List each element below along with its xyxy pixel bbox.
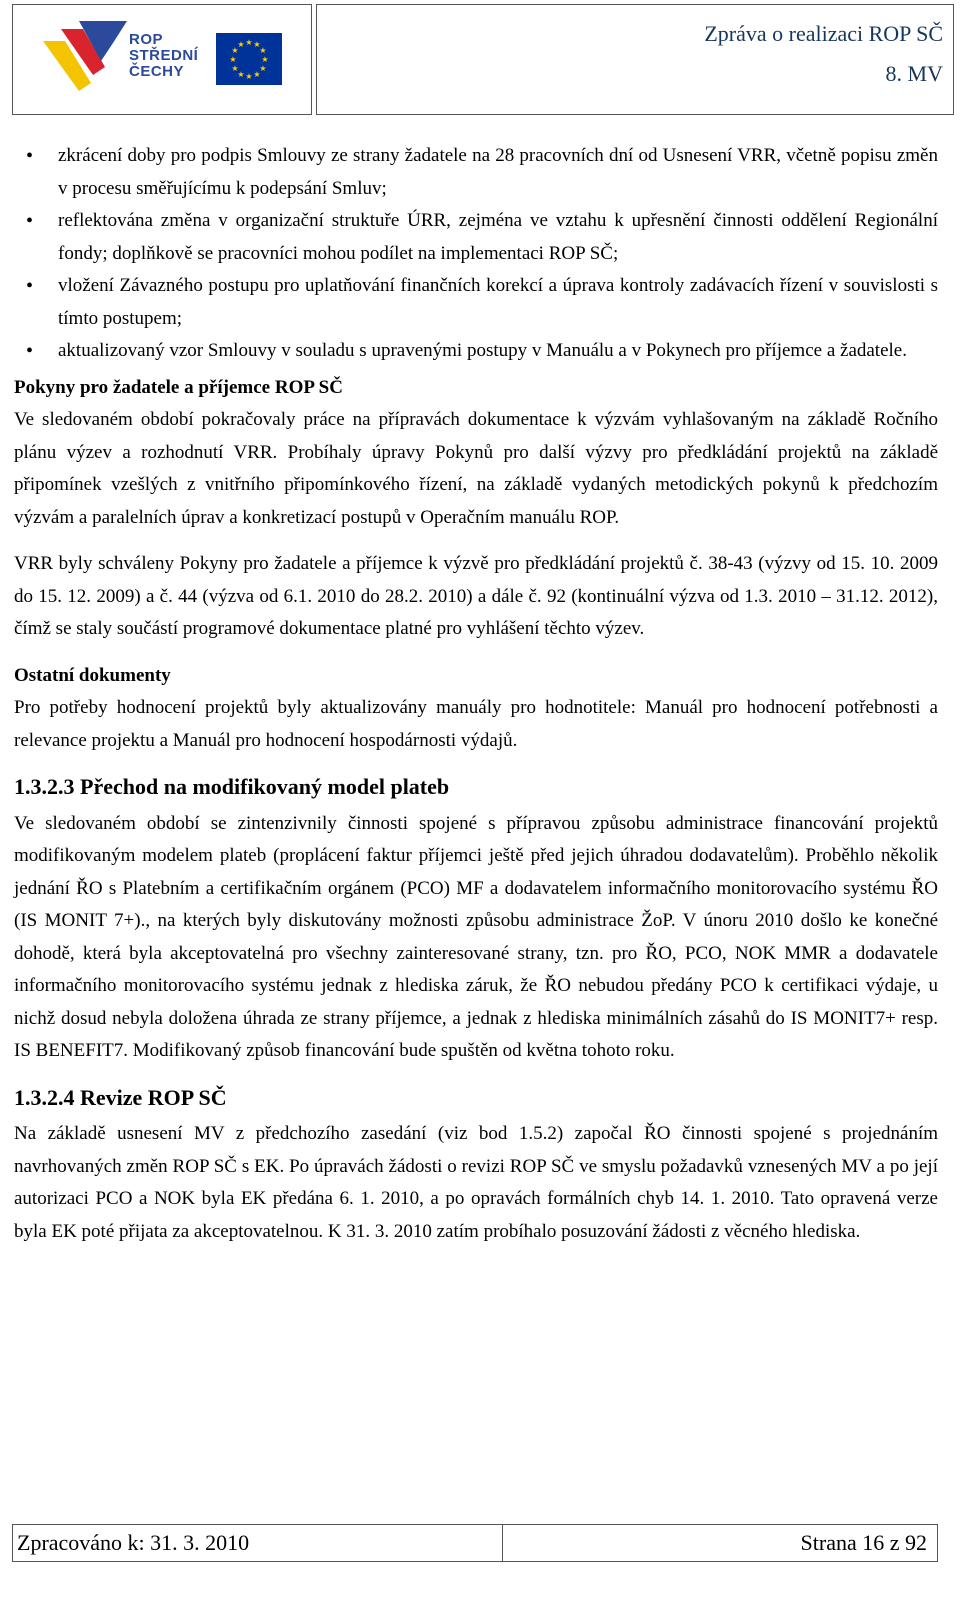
svg-text:★: ★ [253,40,261,49]
page-footer [12,1524,938,1562]
section-heading-ostatni: Ostatní dokumenty [14,664,171,686]
svg-text:★: ★ [259,64,267,73]
eu-flag-icon [216,33,282,85]
svg-text:★: ★ [245,38,253,47]
svg-text:★: ★ [237,40,245,49]
rop-logo-arrow-icon [43,21,127,91]
paragraph: Pro potřeby hodnocení projektů byly aktualizovány manuály pro hodnotitele: Manuál pro hodnocení potřebnosti a relevance projektu a Manuál pro hodnocení hospodárnosti výdajů. [14,697,938,751]
svg-text:★: ★ [261,55,269,64]
paragraph: Ve sledovaném období pokračovaly práce na přípravách dokumentace k výzvám vyhlašovaným na základě Ročního plánu výzev a rozhodnutí VRR. Probíhaly úpravy Pokynů pro další výzvy pro předkládání projektů na základě připomínek vzešlých z vnitřního připomínkového řízení, na základě vydaných metodických pokynů k předchozím výzvám a paralelních úprav a konkretizací postupů v Operačním manuálu ROP. [14,409,938,528]
paragraph: VRR byly schváleny Pokyny pro žadatele a příjemce k výzvě pro předkládání projektů č. 38-43 (výzvy od 15. 10. 2009 do 15. 12. 2009) a č. 44 (výzva od 6.1. 2010 do 28.2. 2010) a dále č. 92 (kontinuální výzva od 1.3. 2010 – 31.12. 2012), čímž se staly součástí programové dokumentace platné pro vyhlášení těchto výzev. [14,553,938,639]
svg-text:★: ★ [229,55,237,64]
logo-area [12,4,312,115]
page-number: Strana 16 z 92 [800,1530,927,1555]
section-heading-revize: 1.3.2.4 Revize ROP SČ [14,1084,227,1110]
paragraph: Na základě usnesení MV z předchozího zasedání (viz bod 1.5.2) započal ŘO činnosti spojené s projednáním navrhovaných změn ROP SČ s EK. Po úpravách žádosti o revizi ROP SČ ve smyslu požadavků vznesených MV a po její autorizaci PCO a NOK byla EK předána 6. 1. 2010, a po opravách formálních chyb 14. 1. 2010. Tato opravená verze byla EK poté přijata za akceptovatelnou. K 31. 3. 2010 zatím probíhalo posuzování žádosti z věcného hlediska. [14,1123,938,1242]
change-list [14,140,938,368]
list-item: • aktualizovaný vzor Smlouvy v souladu s upravenými postupy v Manuálu a v Pokynech pro příjemce a žadatele. [14,335,938,368]
report-subtitle: 8. MV [885,61,943,86]
report-title-area [316,4,954,115]
svg-text:★: ★ [259,46,267,55]
section-heading-prechod: 1.3.2.3 Přechod na modifikovaný model plateb [14,774,450,799]
svg-text:★: ★ [231,46,239,55]
svg-text:★: ★ [245,72,253,81]
document-body [14,140,938,1248]
list-item: • zkrácení doby pro podpis Smlouvy ze strany žadatele na 28 pracovních dní od Usnesení VRR, včetně popisu změn v procesu směřujícímu k podepsání Smluv; [14,140,938,205]
page-header [12,4,960,115]
list-item: • reflektována změna v organizační struktuře ÚRR, zejména ve vztahu k upřesnění činnosti oddělení Regionální fondy; doplňkově se pracovníci mohou podílet na implementaci ROP SČ; [14,205,938,270]
svg-text:★: ★ [253,70,261,79]
svg-text:★: ★ [237,70,245,79]
logo-text: ROP STŘEDNÍ ČECHY [129,31,199,80]
section-heading-pokyny: Pokyny pro žadatele a příjemce ROP SČ [14,376,343,398]
list-item: • vložení Závazného postupu pro uplatňování finančních korekcí a úprava kontroly zadávacích řízení v souvislosti s tímto postupem; [14,270,938,335]
paragraph: Ve sledovaném období se zintenzivnily činnosti spojené s přípravou způsobu administrace financování projektů modifikovaným modelem plateb (proplácení faktur příjemci ještě před jejich úhradou dodavatelům). Proběhlo několik jednání ŘO s Platebním a certifikačním orgánem (PCO) MF a dodavatelem informačního monitorovacího systému ŘO (IS MONIT 7+)., na kterých byly diskutovány možnosti způsobu administrace ŽoP. V únoru 2010 došlo ke konečné dohodě, která byla akceptovatelná pro všechny zainteresované strany, tzn. pro ŘO, PCO, NOK MMR a dodavatele informačního monitorovacího systému jednak z hlediska záruk, že ŘO nebudou předány PCO k certifikaci výdaje, u nichž dosud nebyla doložena úhrada ze strany příjemce, a jednak z hlediska minimálních zásahů do IS MONIT7+ resp. IS BENEFIT7. Modifikovaný způsob financování bude spuštěn od května tohoto roku. [14,812,938,1061]
svg-text:★: ★ [231,64,239,73]
processed-date: Zpracováno k: 31. 3. 2010 [13,1525,503,1561]
report-title: Zpráva o realizaci ROP SČ [704,21,943,46]
